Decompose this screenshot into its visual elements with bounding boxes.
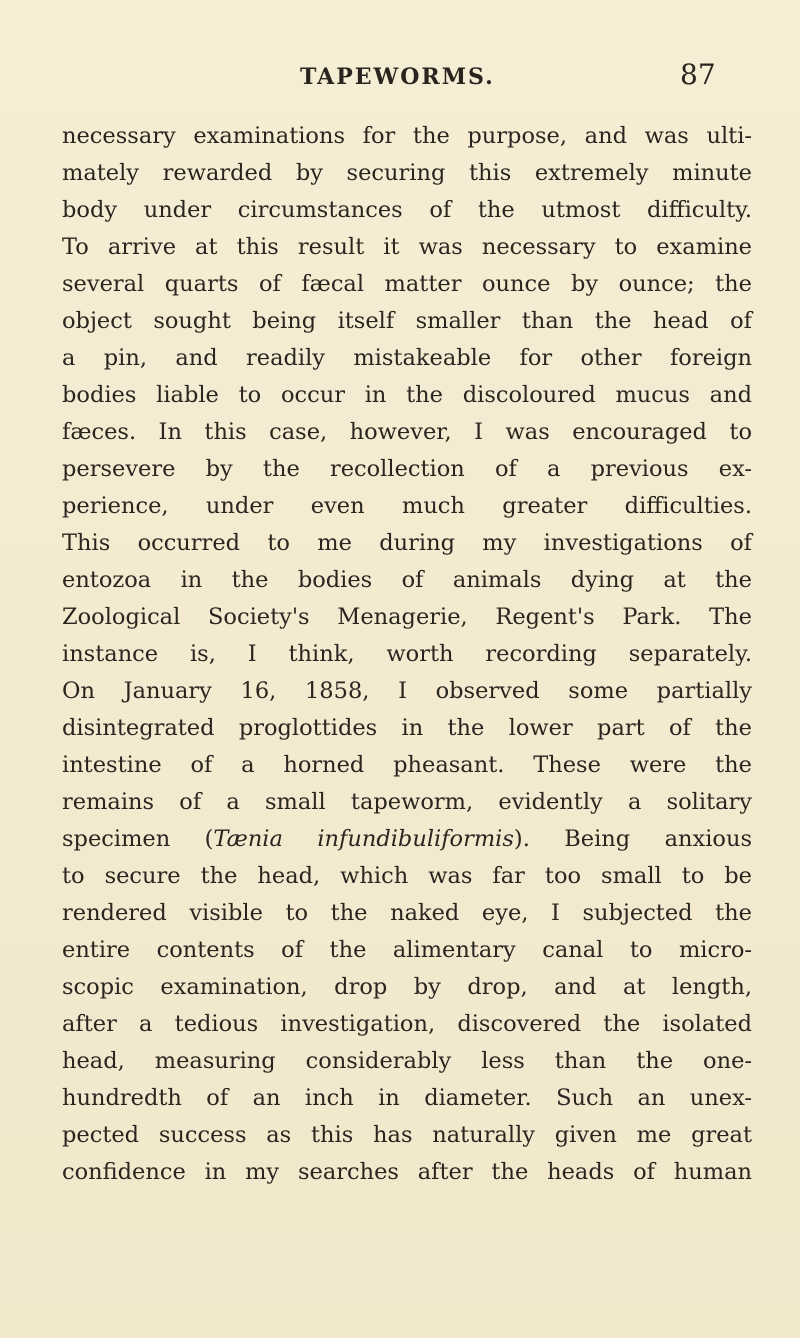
specimen-line	[62, 821, 752, 858]
text-line: This occurred to me during my investigations of	[62, 530, 752, 556]
text-line: persevere by the recollection of a previous ex-	[62, 456, 752, 482]
text-line: several quarts of fæcal matter ounce by ounce; the	[62, 271, 752, 297]
text-line: bodies liable to occur in the discoloured mucus and	[62, 382, 752, 408]
body-text	[62, 118, 752, 1191]
specimen-text-before: specimen (	[62, 826, 214, 852]
text-line: head, measuring considerably less than the one-	[62, 1048, 752, 1074]
text-line: disintegrated proglottides in the lower part of the	[62, 715, 752, 741]
text-line: after a tedious investigation, discovered the isolated	[62, 1011, 752, 1037]
text-line: necessary examinations for the purpose, and was ulti-	[62, 123, 752, 149]
text-line: body under circumstances of the utmost difficulty.	[62, 197, 752, 223]
text-line: To arrive at this result it was necessary to examine	[62, 234, 752, 260]
text-line: intestine of a horned pheasant. These were the	[62, 752, 752, 778]
text-line: remains of a small tapeworm, evidently a solitary	[62, 789, 752, 815]
text-line: rendered visible to the naked eye, I subjected the	[62, 900, 752, 926]
text-line: perience, under even much greater difficulties.	[62, 493, 752, 519]
text-line: mately rewarded by securing this extremely minute	[62, 160, 752, 186]
text-line: entozoa in the bodies of animals dying at the	[62, 567, 752, 593]
text-line: hundredth of an inch in diameter. Such an unex-	[62, 1085, 752, 1111]
text-line: fæces. In this case, however, I was encouraged to	[62, 419, 752, 445]
text-line: a pin, and readily mistakeable for other foreign	[62, 345, 752, 371]
specimen-text-after: ). Being anxious	[513, 826, 752, 852]
text-line: to secure the head, which was far too small to be	[62, 863, 752, 889]
text-line: instance is, I think, worth recording separately.	[62, 641, 752, 667]
running-title: TAPEWORMS.	[300, 64, 495, 90]
text-line: On January 16, 1858, I observed some partially	[62, 678, 752, 704]
page-number: 87	[680, 58, 716, 91]
text-line: scopic examination, drop by drop, and at length,	[62, 974, 752, 1000]
text-line: entire contents of the alimentary canal to micro-	[62, 937, 752, 963]
species-name: Tænia infundibuliformis	[213, 826, 514, 852]
running-head	[0, 58, 800, 98]
text-line: pected success as this has naturally given me great	[62, 1122, 752, 1148]
text-line: Zoological Society's Menagerie, Regent's Park. The	[62, 604, 752, 630]
text-line: object sought being itself smaller than the head of	[62, 308, 752, 334]
text-line: confidence in my searches after the heads of human	[62, 1159, 752, 1185]
